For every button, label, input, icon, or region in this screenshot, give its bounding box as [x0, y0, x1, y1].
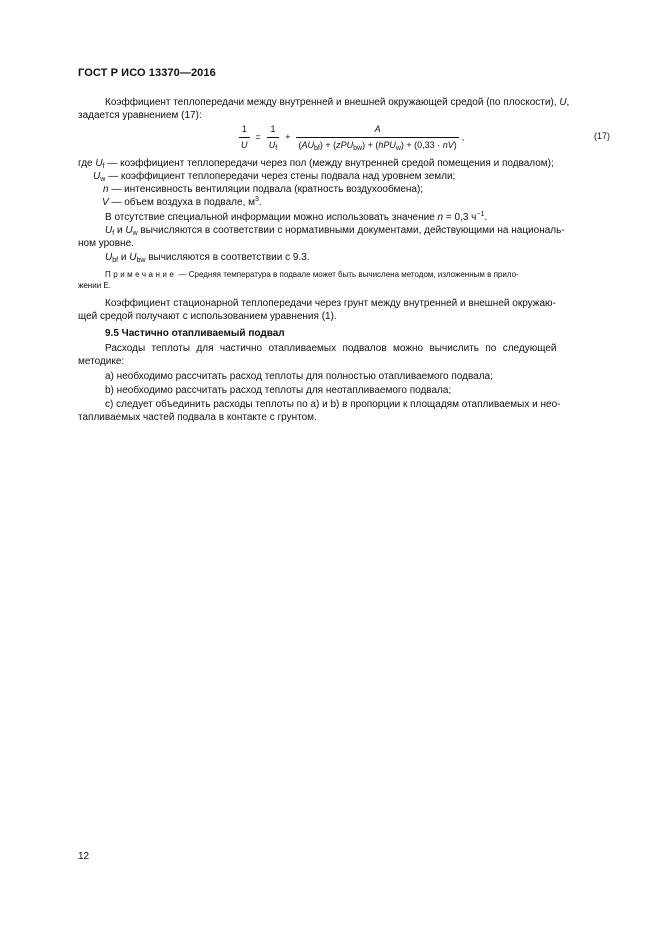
- intro-punct: ,: [566, 97, 570, 108]
- main-fraction: $\frac{A}{(AU_{bf}) + (zPU_{bw}) + (hPU_w) + (0,33 \cdot nV)}$: [298, 123, 457, 152]
- equation-number: (17): [594, 131, 611, 141]
- intro-symbol: U: [559, 97, 567, 108]
- list-item-c-line-2: тапливаемых частей подвала в контакте с грунтом.: [78, 412, 317, 423]
- document-header: ГОСТ Р ИСО 13370—2016: [78, 67, 216, 79]
- main-denominator: $(AU_{bf}) + (zPU_{bw}) + (hPU_w) + (0,33 \cdot nV)$: [298, 139, 457, 152]
- list-item-c-line-1: с) следует объединить расходы теплоты по а) и b) в пропорции к площадям отапливаемых и нео-: [105, 399, 561, 410]
- list-item-b: b) необходимо рассчитать расход теплоты для неотапливаемого подвала;: [105, 385, 452, 396]
- lhs-fraction: $\frac{1}{U}$: [241, 123, 248, 150]
- definition-uw: $U_w$ — коэффициент теплопередачи через стены подвала над уровнем земли;: [93, 171, 456, 183]
- definition-n: n — интенсивность вентиляции подвала (кратность воздухообмена);: [103, 184, 424, 195]
- uf-uw-paragraph-line-2: ном уровне.: [78, 238, 134, 249]
- steady-paragraph-line-2: щей средой получают с использованием уравнения (1).: [78, 311, 337, 322]
- losses-paragraph-line-1: Расходы теплоты для частично отапливаемых подвалов можно вычислить по следующей: [105, 343, 557, 354]
- note-label: Примечание: [105, 270, 177, 279]
- default-value-paragraph: В отсутствие специальной информации можно использовать значение n = 0,3 $ч^{-1}$.: [105, 211, 488, 223]
- note-line-2: жении Е.: [78, 281, 111, 290]
- uf-uw-paragraph-line-1: $U_f$ и $U_w$ вычисляются в соответствии с нормативными документами, действующими на националь-: [105, 225, 565, 237]
- formula-comma: ,: [461, 131, 465, 142]
- equation-17: [236, 122, 464, 152]
- losses-paragraph-line-2: методике:: [78, 356, 125, 367]
- ubf-ubw-paragraph: $U_{bf}$ и $U_{bw}$ вычисляются в соответствии с 9.3.: [105, 252, 310, 264]
- section-heading: 9.5 Частично отапливаемый подвал: [105, 328, 285, 339]
- steady-paragraph-line-1: Коэффициент стационарной теплопередачи через грунт между внутренней и внешней окружаю-: [105, 298, 556, 309]
- definition-v: V — объем воздуха в подвале, $м^3$.: [102, 196, 262, 208]
- definition-uf: где $U_f$ — коэффициент теплопередачи через пол (между внутренней средой помещения и подвалом);: [78, 158, 554, 170]
- list-item-a: а) необходимо рассчитать расход теплоты для полностью отапливаемого подвала;: [105, 371, 493, 382]
- uf-fraction: $\frac{1}{U_f}$: [268, 123, 278, 152]
- plus-sign: +: [285, 131, 291, 142]
- intro-text: Коэффициент теплопередачи между внутренней и внешней окружающей средой (по плоскости),: [105, 97, 560, 108]
- note-line-1: Примечание — Средняя температура в подвале может быть вычислена методом, изложенным в прило-: [105, 270, 519, 279]
- intro-line-1: [105, 96, 569, 109]
- page-number: 12: [78, 851, 90, 862]
- equals-sign: =: [255, 131, 261, 142]
- intro-line-2: задается уравнением (17):: [78, 110, 202, 121]
